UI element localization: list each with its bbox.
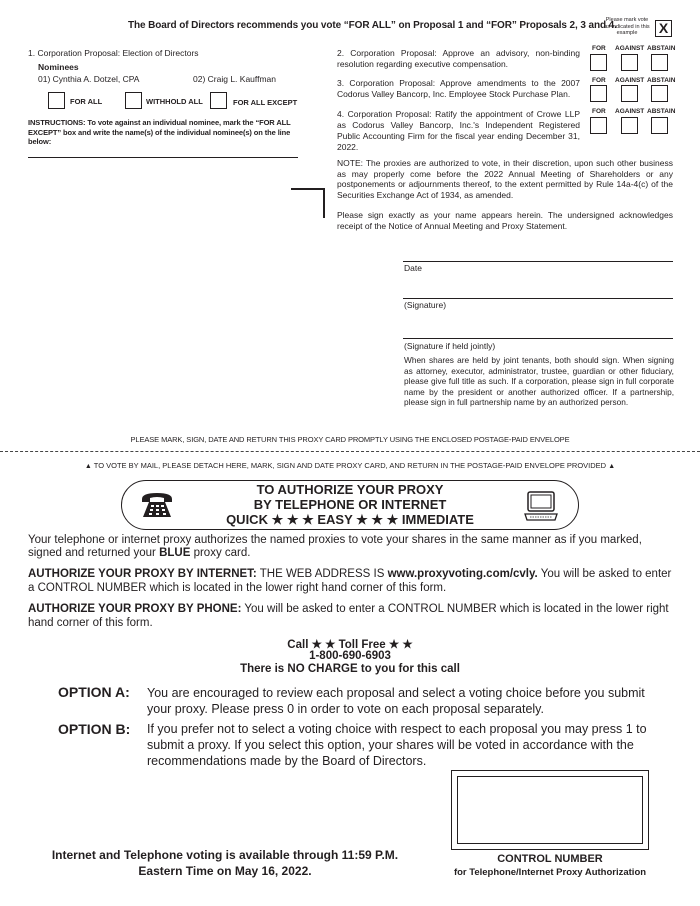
board-recommendation: The Board of Directors recommends you vote “FOR ALL” on Proposal 1 and “FOR” Proposals 2, 3 and 4. (128, 20, 617, 31)
proposal-4-text: 4. Corporation Proposal: Ratify the appointment of Crowe LLP as Codorus Valley Bancorp, Inc.'s Independent Registered Public Accounting Firm for the fiscal year ending December 31, 2022. (337, 109, 580, 152)
proposal-3-abstain-checkbox[interactable] (651, 85, 668, 102)
detach-instruction-row (0, 461, 700, 470)
control-number-inner (457, 776, 643, 844)
phone-text: You will be asked to enter a CONTROL NUMBER which is located in the lower right hand corner of this form. (28, 603, 669, 629)
proposal-4-for-checkbox[interactable] (590, 117, 607, 134)
control-number-sub: for Telephone/Internet Proxy Authorization (453, 867, 647, 878)
for-header-3: FOR (592, 77, 606, 84)
option-a-label: OPTION A: (58, 684, 130, 700)
control-number-box (451, 770, 649, 850)
signature-label: (Signature) (404, 300, 447, 310)
internet-label: AUTHORIZE YOUR PROXY BY INTERNET: (28, 568, 257, 580)
proposal-4-against-checkbox[interactable] (621, 117, 638, 134)
return-instruction: PLEASE MARK, SIGN, DATE AND RETURN THIS PROXY CARD PROMPTLY USING THE ENCLOSED POSTAGE-PAID ENVELOPE (130, 435, 570, 444)
control-number-label: CONTROL NUMBER (497, 853, 603, 865)
for-header: FOR (592, 45, 606, 52)
up-triangle-icon: ▲ (84, 463, 92, 470)
date-line[interactable] (403, 261, 673, 262)
phone-label: AUTHORIZE YOUR PROXY BY PHONE: (28, 603, 242, 615)
proposal-2-text: 2. Corporation Proposal: Approve an advisory, non-binding resolution regarding executive compensation. (337, 48, 580, 69)
availability-line-2: Eastern Time on May 16, 2022. (138, 864, 312, 878)
internet-text-2: You will be asked to enter a CONTROL NUMBER which is located in the lower right hand corner of this form. (28, 568, 672, 594)
banner-line-1: TO AUTHORIZE YOUR PROXY (256, 482, 444, 497)
option-b-label: OPTION B: (58, 721, 131, 737)
proposal-2-abstain-checkbox[interactable] (651, 54, 668, 71)
for-all-label: FOR ALL (70, 97, 103, 106)
proposal-3-for-checkbox[interactable] (590, 85, 607, 102)
availability-line-1: Internet and Telephone voting is available through 11:59 P.M. (51, 848, 399, 862)
banner-line-3: QUICK ★ ★ ★ EASY ★ ★ ★ IMMEDIATE (226, 512, 474, 527)
nominee-2: 02) Craig L. Kauffman (193, 74, 276, 84)
option-b-text: If you prefer not to select a voting choice with respect to each proposal you may press 1 to submit a proxy. If you select this option, your shares will be voted in accordance with the recommendations made by the Board of Directors. (147, 722, 647, 768)
proposal-2-against-checkbox[interactable] (621, 54, 638, 71)
call-toll-free: Call ★ ★ Toll Free ★ ★ (287, 639, 413, 651)
banner-line-2: BY TELEPHONE OR INTERNET (253, 497, 447, 512)
nominee-1: 01) Cynthia A. Dotzel, CPA (38, 74, 140, 84)
blue-card-text: BLUE (159, 547, 191, 559)
telephone-icon (140, 490, 174, 520)
joint-tenant-text: When shares are held by joint tenants, both should sign. When signing as attorney, executor, administrator, trustee, guardian or other fiduciary, please give full title as such. If a corporation, please sign in full corporate name by the president or another authorized officer. If a partnership, please sign in full partnership name by an authorized person. (404, 355, 674, 407)
abstain-header: ABSTAIN (647, 45, 676, 52)
proposal-3-against-checkbox[interactable] (621, 85, 638, 102)
against-header: AGAINST (615, 45, 645, 52)
proposal-2-for-checkbox[interactable] (590, 54, 607, 71)
proxy-note: NOTE: The proxies are authorized to vote, in their discretion, upon such other business as may properly come before the 2022 Annual Meeting of Shareholders or any postponements or adjournments thereof, to the extent permitted by Rule 14a-4(c) of the Securities Exchange Act of 1934, as amended. (337, 158, 673, 200)
option-a-text: You are encouraged to review each proposal and select a voting choice before you submit your proxy. Please press 0 in order to vote on each proposal separately. (147, 686, 645, 716)
no-charge-text: There is NO CHARGE to you for this call (240, 663, 460, 675)
proposal-3-text: 3. Corporation Proposal: Approve amendments to the 2007 Codorus Valley Bancorp, Inc. Employee Stock Purchase Plan. (337, 78, 580, 99)
abstain-header-3: ABSTAIN (647, 77, 676, 84)
joint-signature-line[interactable] (403, 338, 673, 339)
detach-instruction: TO VOTE BY MAIL, PLEASE DETACH HERE, MARK, SIGN AND DATE PROXY CARD, AND RETURN IN THE POSTAGE-PAID ENVELOPE PROVIDED (93, 461, 607, 470)
intro-paragraph (28, 534, 678, 560)
proposal-1-title: 1. Corporation Proposal: Election of Directors (28, 48, 199, 58)
mark-example-box: X (655, 20, 672, 37)
nominee-instructions: INSTRUCTIONS: To vote against an individual nominee, mark the “FOR ALL EXCEPT” box and write the name(s) of the individual nominee(s) on the line below: (28, 118, 291, 146)
abstain-header-4: ABSTAIN (647, 108, 676, 115)
withhold-all-label: WITHHOLD ALL (146, 97, 203, 106)
withhold-all-checkbox[interactable] (125, 92, 142, 109)
for-all-except-checkbox[interactable] (210, 92, 227, 109)
corner-mark (291, 188, 325, 218)
for-all-except-label: FOR ALL EXCEPT (233, 98, 298, 107)
against-header-3: AGAINST (615, 77, 645, 84)
for-header-4: FOR (592, 108, 606, 115)
computer-icon (524, 490, 558, 522)
joint-signature-label: (Signature if held jointly) (404, 341, 496, 351)
for-all-checkbox[interactable] (48, 92, 65, 109)
against-header-4: AGAINST (615, 108, 645, 115)
signature-line[interactable] (403, 298, 673, 299)
sign-instruction: Please sign exactly as your name appears herein. The undersigned acknowledges receipt of the Notice of Annual Meeting and Proxy Statement. (337, 210, 673, 231)
internet-text: THE WEB ADDRESS IS (256, 568, 388, 580)
nominee-write-in-line[interactable] (28, 157, 298, 158)
intro-text-end: proxy card. (190, 547, 251, 559)
phone-paragraph (28, 602, 678, 630)
internet-paragraph (28, 567, 678, 595)
date-label: Date (404, 263, 422, 273)
intro-text: Your telephone or internet proxy authorizes the named proxies to vote your shares in the same manner as if you marked, signed and returned your (28, 534, 642, 559)
proxy-url-link[interactable]: www.proxyvoting.com/cvly. (387, 568, 538, 580)
proposal-4-abstain-checkbox[interactable] (651, 117, 668, 134)
up-triangle-icon: ▲ (608, 463, 616, 470)
nominees-label: Nominees (38, 62, 79, 72)
perforation-line (0, 451, 700, 452)
phone-number[interactable]: 1-800-690-6903 (309, 650, 391, 662)
mark-example-note: Please mark vote as indicated in this example (604, 17, 650, 36)
